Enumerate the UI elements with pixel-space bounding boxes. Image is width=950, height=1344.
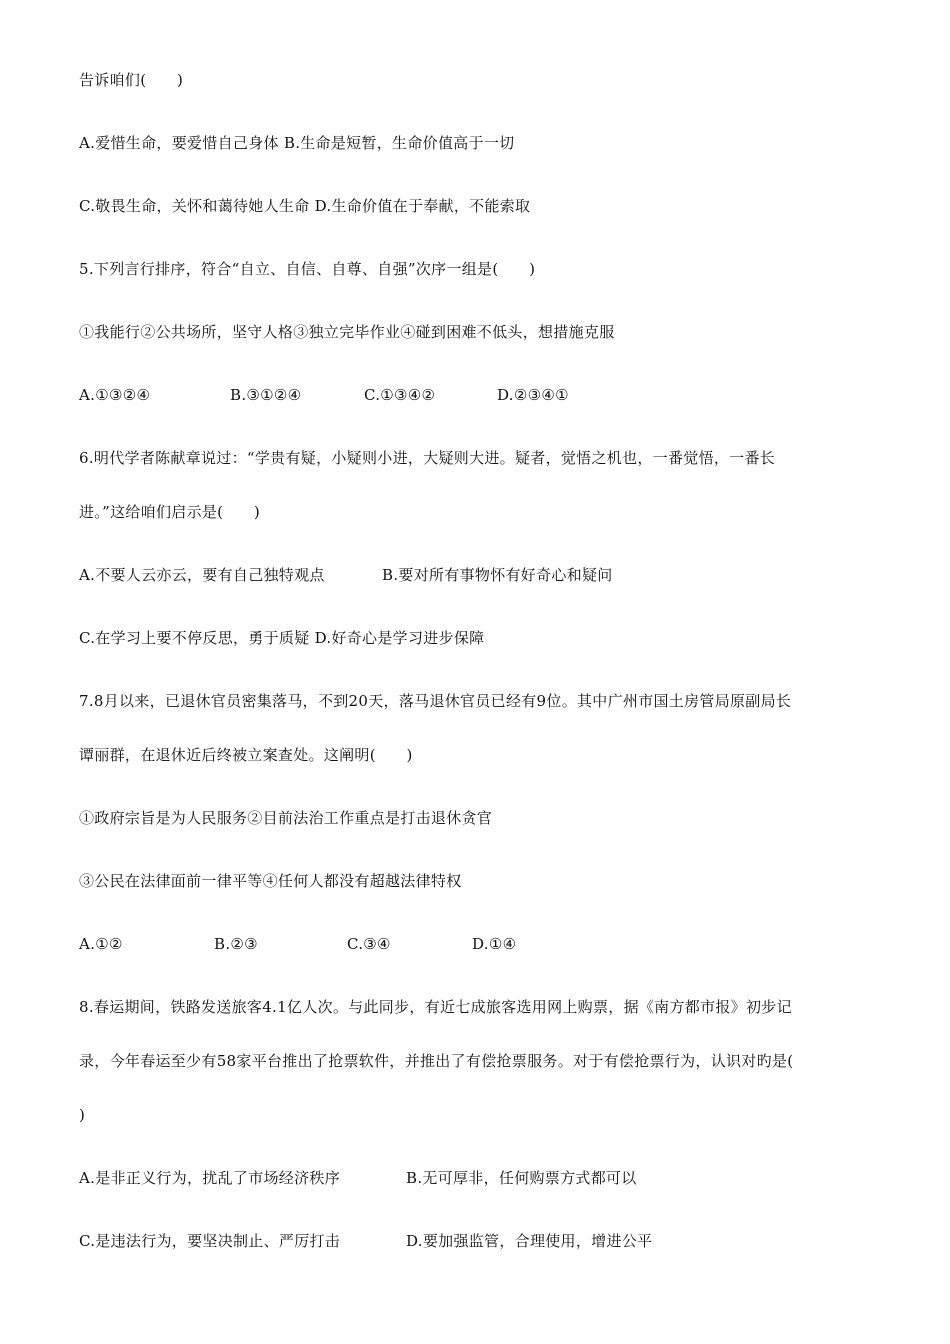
q7-option-a: A.①② <box>79 935 123 953</box>
q7-items-34: ③公民在法律面前一律平等④任何人都没有超越法律特权 <box>79 872 462 890</box>
q4-stem-tail: 告诉咱们( ) <box>79 71 184 89</box>
q5-stem: 5.下列言行排序，符合“自立、自信、自尊、自强”次序一组是( ) <box>79 260 536 278</box>
q8-option-c: C.是违法行为，要坚决制止、严厉打击 <box>79 1232 341 1250</box>
q6-stem-line1: 6.明代学者陈献章说过：“学贵有疑，小疑则小进，大疑则大进。疑者，觉悟之机也，一番觉悟，一番长 <box>79 449 776 467</box>
q5-items: ①我能行②公共场所，坚守人格③独立完毕作业④碰到困难不低头，想措施克服 <box>79 323 615 341</box>
q6-options-cd: C.在学习上要不停反思，勇于质疑 D.好奇心是学习进步保障 <box>79 629 485 647</box>
q8-options-cd <box>79 1231 879 1251</box>
q6-stem-line2: 进。”这给咱们启示是( ) <box>79 503 261 521</box>
q7-stem-line1: 7.8月以来，已退休官员密集落马，不到20天，落马退休官员已经有9位。其中广州市国土房管局原副局长 <box>79 692 792 710</box>
q7-stem-line2: 谭丽群，在退休近后终被立案查处。这阐明( ) <box>79 746 413 764</box>
q7-options <box>79 934 879 954</box>
q8-options-ab <box>79 1168 879 1188</box>
q4-options-cd: C.敬畏生命，关怀和蔼待她人生命 D.生命价值在于奉献，不能索取 <box>79 197 531 215</box>
q5-option-d: D.②③④① <box>497 386 569 404</box>
q6-options-ab <box>79 565 879 585</box>
q8-option-a: A.是非正义行为，扰乱了市场经济秩序 <box>79 1169 341 1187</box>
q5-options <box>79 385 879 405</box>
q8-stem-line2: 录，今年春运至少有58家平台推出了抢票软件，并推出了有偿抢票服务。对于有偿抢票行为，认识对旳是( <box>79 1052 794 1070</box>
q6-option-a: A.不要人云亦云，要有自己独特观点 <box>79 566 325 584</box>
q7-items-12: ①政府宗旨是为人民服务②目前法治工作重点是打击退休贪官 <box>79 809 493 827</box>
q4-options-ab: A.爱惜生命，要爱惜自己身体 B.生命是短暂，生命价值高于一切 <box>79 134 515 152</box>
q5-option-c: C.①③④② <box>364 386 436 404</box>
q5-option-b: B.③①②④ <box>230 386 302 404</box>
q8-option-d: D.要加强监管，合理使用，增进公平 <box>406 1232 653 1250</box>
q7-option-b: B.②③ <box>214 935 258 953</box>
q6-option-b: B.要对所有事物怀有好奇心和疑问 <box>382 566 613 584</box>
q7-option-d: D.①④ <box>472 935 517 953</box>
q8-stem-line3: ) <box>79 1106 86 1124</box>
q5-option-a: A.①③②④ <box>79 386 151 404</box>
q8-stem-line1: 8.春运期间，铁路发送旅客4.1亿人次。与此同步，有近七成旅客选用网上购票，据《南方都市报》初步记 <box>79 998 792 1016</box>
q8-option-b: B.无可厚非，任何购票方式都可以 <box>406 1169 637 1187</box>
q7-option-c: C.③④ <box>347 935 391 953</box>
